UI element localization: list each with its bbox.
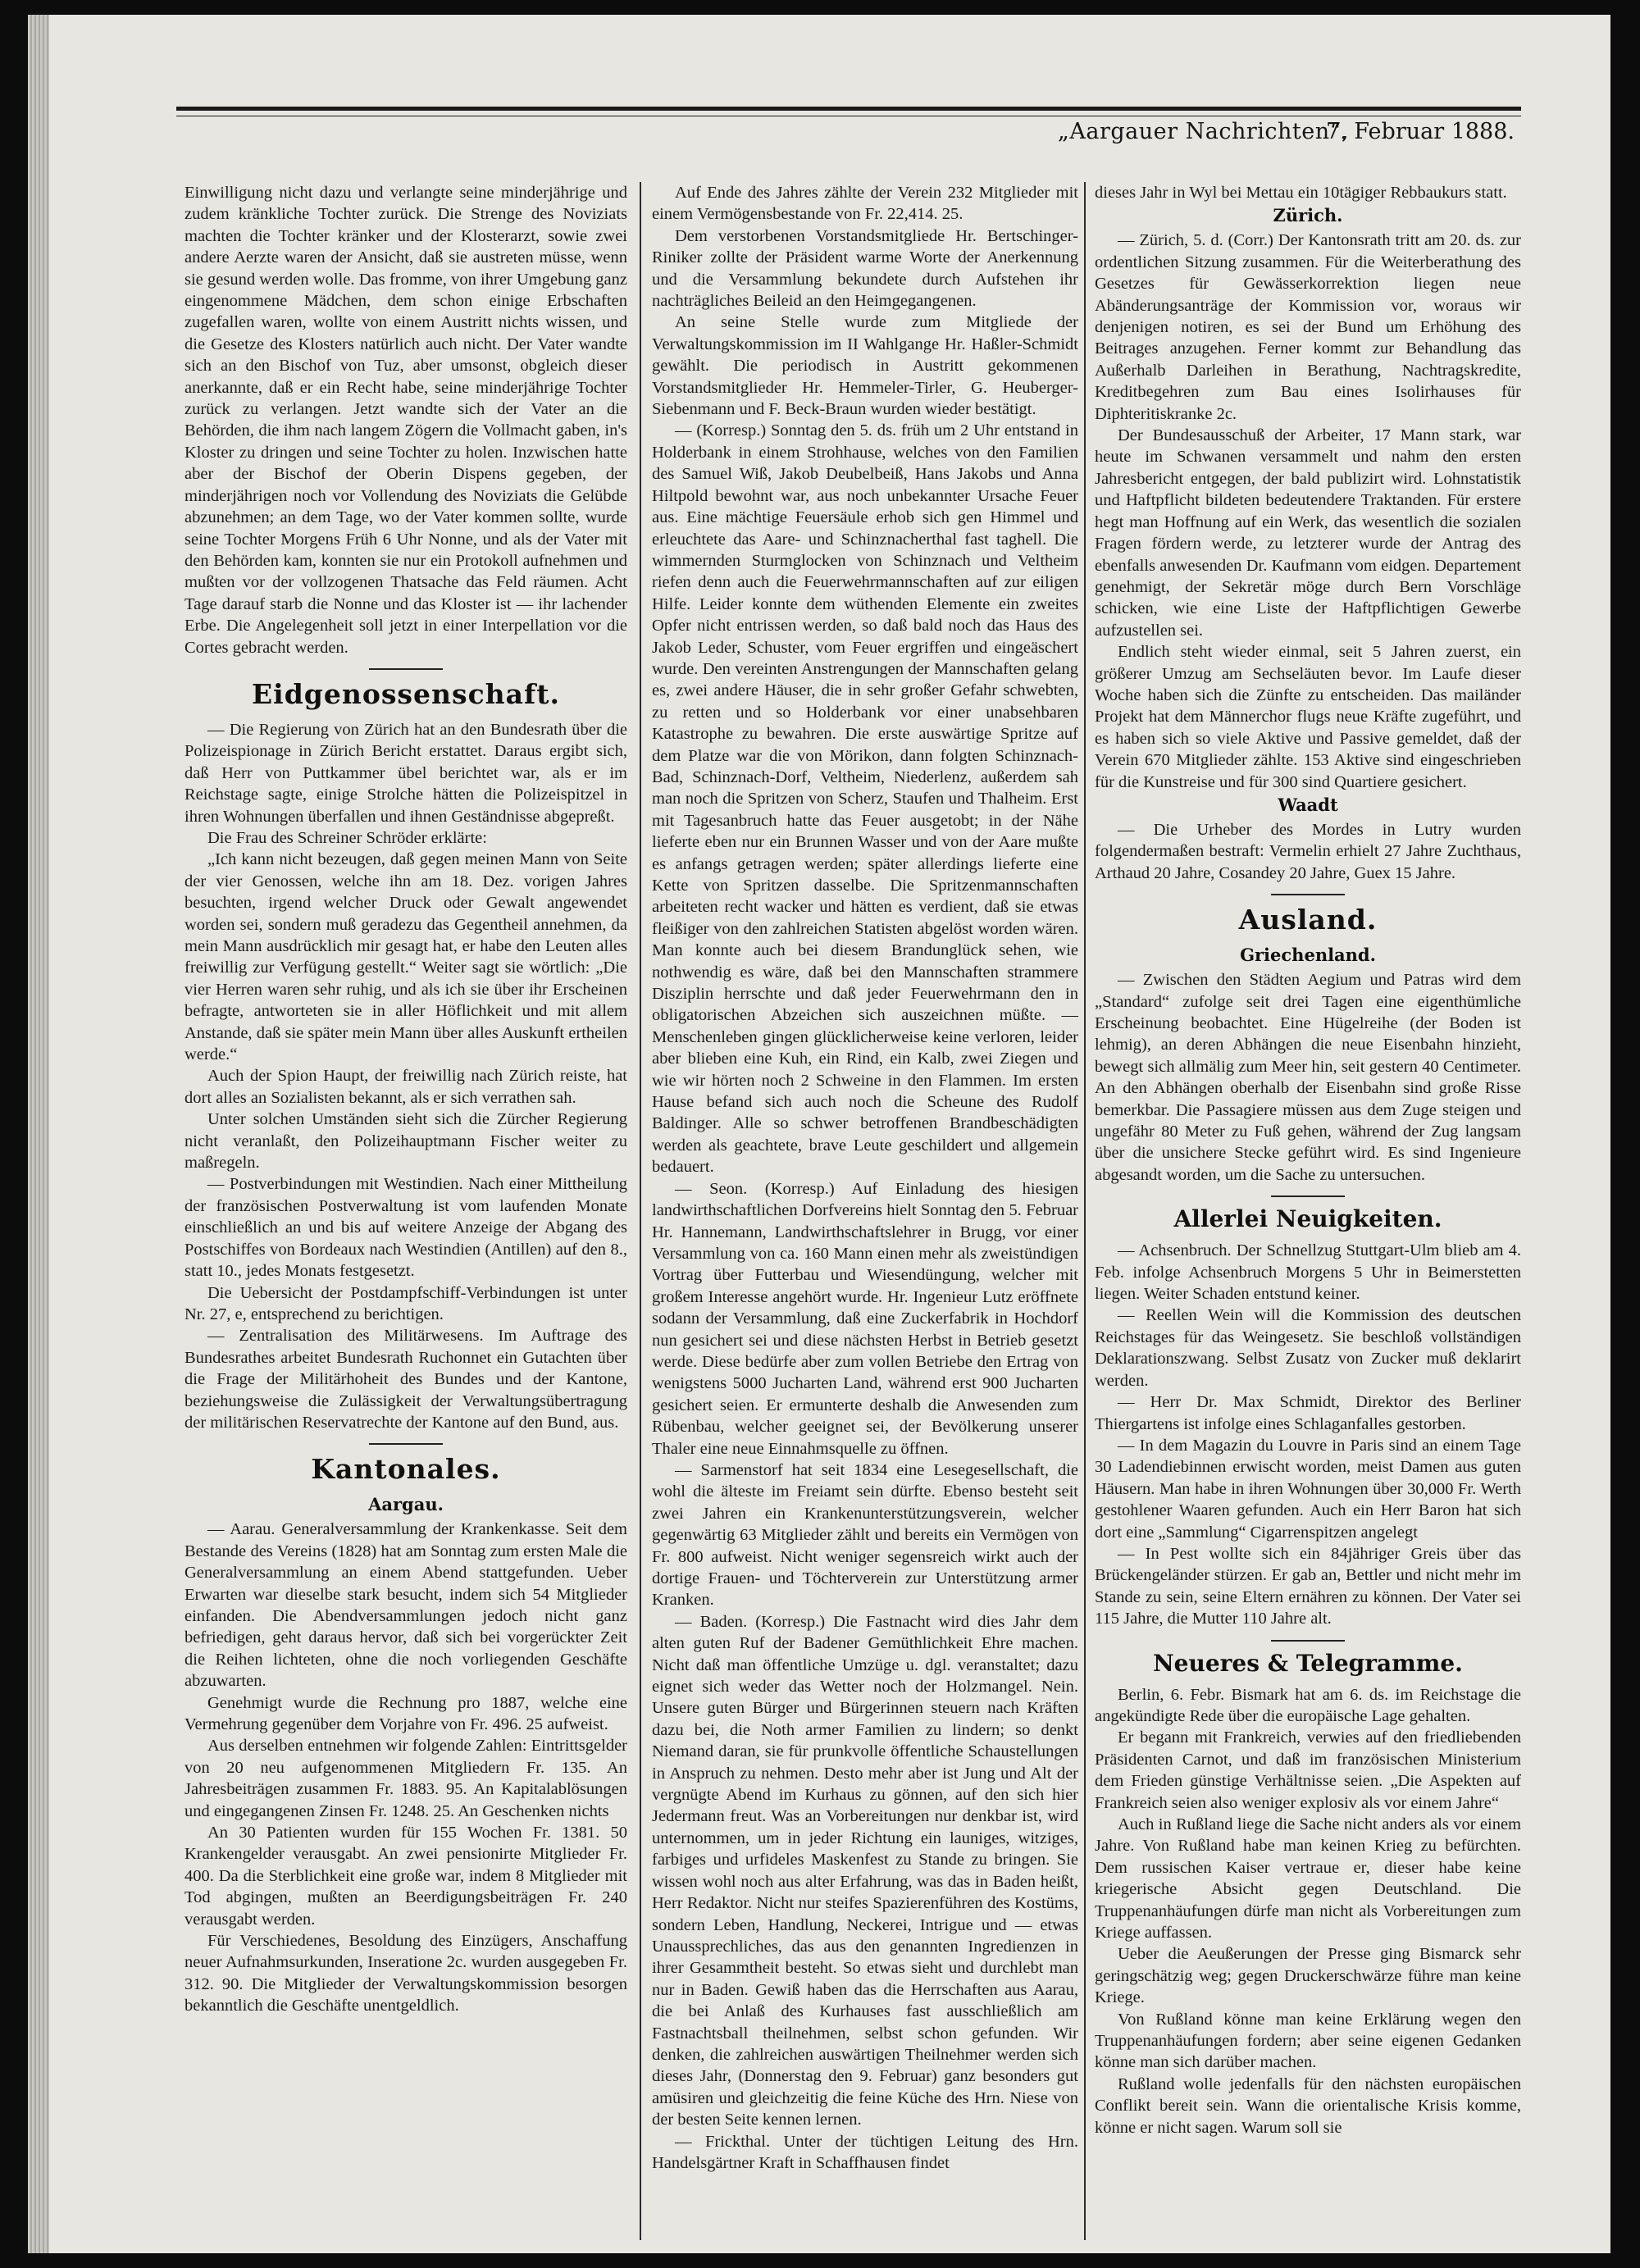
article-paragraph: Dem verstorbenen Vorstandsmitgliede Hr. Bertschinger-Riniker zollte der Präsident warme Worte der Anerkennung und die Versammlung bekundete durch Aufstehen ihr nachträgliches Beileid an den Heimgegangenen. xyxy=(652,226,1078,311)
article-paragraph: Einwilligung nicht dazu und verlangte seine minderjährige und zudem kränkliche Tochter zurück. Die Strenge des Noviziats machten die Tochter kränker und der Klosterarzt, sowie zwei andere Aerzte waren der Ansicht, daß sie austreten müsse, wenn sie gesund werden wolle. Das fromme, von ihrer Umgebung ganz eingenommene Mädchen, dem schon einige Erbschaften zugefallen waren, wollte von einem Austritt nichts wissen, und die Gesetze des Klosters natürlich auch nicht. Der Vater wandte sich an den Bischof von Tuz, aber umsonst, obgleich dieser anerkannte, daß er ein Recht habe, seine minderjährige Tochter zurück zu verlangen. Jetzt wandte sich der Vater an die Behörden, die ihm nach langem Zögern die Vollmacht gaben, in's Kloster zu dringen und seine Tochter zu holen. Inzwischen hatte aber der Bischof der Oberin Dispens gegeben, der minderjährigen noch vor Vollendung des Noviziats die Gelübde abzunehmen; an dem Tage, wo der Vater kommen sollte, wurde seine Tochter Morgens Früh 6 Uhr Nonne, und als der Vater mit den Behörden kam, konnten sie nur ein Protokoll aufnehmen und mußten vor der vollzogenen Thatsache das Feld räumen. Acht Tage darauf starb die Nonne und das Kloster ist — ihr lachender Erbe. Die Angelegenheit soll jetzt in einer Interpellation vor die Cortes gebracht werden. xyxy=(184,184,627,657)
article-paragraph: Genehmigt wurde die Rechnung pro 1887, welche eine Vermehrung gegenüber dem Vorjahre von Fr. 496. 25 aufweist. xyxy=(184,1693,627,1733)
article-paragraph: Auf Ende des Jahres zählte der Verein 232 Mitglieder mit einem Vermögensbestande von Fr. 22,414. 25. xyxy=(652,184,1078,224)
article-paragraph: Für Verschiedenes, Besoldung des Einzügers, Anschaffung neuer Aufnahmsurkunden, Inseratione 2c. wurden ausgegeben Fr. 312. 90. Die Mitglieder der Verwaltungskommission besorgen bekanntlich die Geschäfte unentgeldlich. xyxy=(184,1932,627,2015)
article-paragraph: Endlich steht wieder einmal, seit 5 Jahren zuerst, ein größerer Umzug am Sechseläuten bevor. Im Laufe dieser Woche haben sich die Zünfte zu entscheiden. Das mailänder Projekt hat dem Männerchor flugs neue Kräfte zugeführt, und es haben sich so viele Aktive und Passive gemeldet, daß der Verein 670 Mitglieder zählte. 153 Aktive sind eingeschrieben für die Kunstreise und für 300 sind Quartiere gesichert. xyxy=(1095,643,1521,791)
article-paragraph: — In dem Magazin du Louvre in Paris sind an einem Tage 30 Ladendiebinnen erwischt worden, meist Damen aus guten Häusern. Man habe in ihren Wohnungen über 30,000 Fr. Werth gestohlener Waaren gefunden. Auch ein Herr Baron hat sich dort eine „Sammlung“ Cigarrenspitzen angelegt xyxy=(1095,1436,1521,1542)
article-paragraph: Die Uebersicht der Postdampfschiff-Verbindungen ist unter Nr. 27, e, entsprechend zu berichtigen. xyxy=(184,1283,627,1323)
subsection-title-aargau: Aargau. xyxy=(368,1494,444,1515)
section-title-ausland: Ausland. xyxy=(1238,904,1378,936)
issue-date: 7. Februar 1888. xyxy=(1325,119,1515,144)
article-paragraph: — Die Regierung von Zürich hat an den Bundesrath über die Polizeispionage in Zürich Bericht erstattet. Daraus ergibt sich, daß Herr von Puttkammer übel berichtet war, als er im Reichstage sagte, einige Strolche hätten die Polizeispitzel in ihren Wohnungen überfallen und ihnen Geständnisse abgepreßt. xyxy=(184,720,627,826)
article-paragraph: Auch in Rußland liege die Sache nicht anders als vor einem Jahre. Von Rußland habe man keinen Krieg zu befürchten. Dem russischen Kaiser vertraue er, dieser habe keine kriegerische Absicht gegen Deutschland. Die Truppenanhäufungen dürfe man nicht als Vorbereitungen zum Kriege auffassen. xyxy=(1095,1815,1521,1942)
article-paragraph: — Frickthal. Unter der tüchtigen Leitung des Hrn. Handelsgärtner Kraft in Schaffhausen findet xyxy=(652,2132,1078,2172)
article-paragraph: An seine Stelle wurde zum Mitgliede der Verwaltungskommission im II Wahlgange Hr. Haßler-Schmidt gewählt. Die periodisch in Austritt gekommenen Vorstandsmitglieder Hr. Hemmeler-Tirler, G. Heuberger-Siebenmann und F. Beck-Braun wurden wieder bestätigt. xyxy=(652,313,1078,419)
section-divider xyxy=(1271,894,1345,895)
article-paragraph: Aus derselben entnehmen wir folgende Zahlen: Eintrittsgelder von 20 neu aufgenommenen Mitgliedern Fr. 135. An Jahresbeiträgen zusammen Fr. 1883. 95. An Kapitalablösungen und eingegangenen Zinsen Fr. 1248. 25. An Geschenken nichts xyxy=(184,1737,627,1820)
section-divider xyxy=(1271,1195,1345,1197)
article-paragraph: An 30 Patienten wurden für 155 Wochen Fr. 1381. 50 Krankengelder verausgabt. An zwei pensionirte Mitglieder Fr. 400. Da die Sterblichkeit eine große war, indem 8 Mitglieder mit Tod abgingen, mußten an Beerdigungsbeiträgen Fr. 240 verausgabt werden. xyxy=(184,1824,627,1929)
article-paragraph: — In Pest wollte sich ein 84jähriger Greis über das Brückengeländer stürzen. Er gab an, Bettler und nicht mehr im Stande zu sein, seine Eltern ernähren zu können. Der Vater sei 115 Jahre, die Mutter 110 Jahre alt. xyxy=(1095,1544,1521,1628)
section-divider xyxy=(1271,1640,1345,1642)
column-3 xyxy=(1095,182,1521,2138)
binding-edge xyxy=(28,15,49,2253)
article-paragraph: — Postverbindungen mit Westindien. Nach einer Mittheilung der französischen Postverwaltung ist vom laufenden Monate einschließlich an und bis auf weitere Anzeige der Abgang des Postschiffes von Bordeaux nach Westindien (Antillen) auf den 8., statt 10., jedes Monats festgesetzt. xyxy=(184,1175,627,1281)
article-paragraph: Auch der Spion Haupt, der freiwillig nach Zürich reiste, hat dort alles an Sozialisten bekannt, als er sich verrathen sah. xyxy=(184,1067,627,1107)
column-1 xyxy=(184,182,627,2017)
article-paragraph: — Herr Dr. Max Schmidt, Direktor des Berliner Thiergartens ist infolge eines Schlaganfalles gestorben. xyxy=(1095,1393,1521,1433)
article-paragraph: — Achsenbruch. Der Schnellzug Stuttgart-Ulm blieb am 4. Feb. infolge Achsenbruch Morgens 5 Uhr in Beimerstetten liegen. Weiter Schaden entstund keiner. xyxy=(1095,1241,1521,1304)
newspaper-title: „Aargauer Nachrichten“, xyxy=(1057,119,1349,144)
article-paragraph: — Die Urheber des Mordes in Lutry wurden folgendermaßen bestraft: Vermelin erhielt 27 Jahre Zuchthaus, Arthaud 20 Jahre, Cosandey 20 Jahre, Guex 15 Jahre. xyxy=(1095,820,1521,882)
article-paragraph: Er begann mit Frankreich, verwies auf den friedliebenden Präsidenten Carnot, und daß im französischen Ministerium dem Frieden günstige Verhältnisse seien. „Die Aspekten auf Frankreich seien also weniger explosiv als vor einem Jahre“ xyxy=(1095,1728,1521,1812)
column-2 xyxy=(652,182,1078,2174)
subsection-title-griechenland: Griechenland. xyxy=(1240,945,1376,966)
article-paragraph: — Seon. (Korresp.) Auf Einladung des hiesigen landwirthschaftlichen Dorfvereins hielt Sonntag den 5. Februar Hr. Hannemann, Landwirthschaftslehrer in Brugg, vor einer Versammlung von ca. 160 Mann einen mehr als zweistündigen Vortrag über Futterbau und Wiesendüngung, welcher mit großem Interesse angehört wurde. Hr. Ingenieur Lutz eröffnete sodann der Versammlung, daß eine Zuckerfabrik in Hochdorf nun gesichert sei und diese nächsten Herbst in Betrieb gesetzt werde. Diese bedürfe aber zum vollen Betriebe den Ertrag von wenigstens 5000 Jucharten Land, während erst 900 Jucharten gesichert seien. Er ermunterte deshalb die Anwesenden zum Rübenbau, welcher geeignet sei, der Bevölkerung unserer Thaler eine neue Einnahmsquelle zu öffnen. xyxy=(652,1179,1078,1458)
article-paragraph: — Baden. (Korresp.) Die Fastnacht wird dies Jahr dem alten guten Ruf der Badener Gemüthlichkeit Ehre machen. Nicht daß man öffentliche Umzüge u. dgl. veranstaltet; dazu eignet sich weder das Wetter noch der Holzmangel. Nein. Unsere guten Bürger und Bürgerinnen steuern nach Kräften dazu bei, die Noth armer Familien zu lindern; so denkt Niemand daran, sie für prunkvolle öffentliche Schaustellungen in Anspruch zu nehmen. Desto mehr aber ist Jung und Alt der vergnügte Abend im Kurhaus zu gönnen, auf den sich hier Jedermann freut. Was an Vorbereitungen nur denkbar ist, wird unternommen, um in jeder Richtung ein launiges, witziges, farbiges und urfideles Maskenfest zu Stande zu bringen. Sie wissen wohl noch aus alter Erfahrung, was das in Baden heißt, Herr Redaktor. Nicht nur steifes Spazierenführen des Kostüms, sondern Leben, Handlung, Neckerei, Intrigue und — etwas Unaussprechliches, das aus den genannten Ingredienzen in ihrer Gesammtheit besteht. So etwas sieht und durchlebt man nur in Baden. Gewiß haben das die Herrschaften aus Aarau, die bei Anlaß des Kurhauses fast ausschließlich am Fastnachtsball theilnehmen, selbst schon gefunden. Wir denken, die zahlreichen auswärtigen Theilnehmer werden sich dieses Jahr, (Donnerstag den 9. Februar) ganz besonders gut amüsiren und gleichzeitig die feine Küche des Hrn. Niese von der besten Seite kennen lernen. xyxy=(652,1612,1078,2129)
article-paragraph: — Zwischen den Städten Aegium und Patras wird dem „Standard“ zufolge seit drei Tagen eine eigenthümliche Erscheinung beobachtet. Eine Hügelreihe (der Boden ist lehmig), an deren Abhängen die neue Eisenbahn hinzieht, bewegt sich allmälig zum Meer hin, seit gestern 40 Centimeter. An den Abhängen oberhalb der Eisenbahn sind große Risse bemerkbar. Die Passagiere müssen aus dem Zuge steigen und ungefähr 80 Meter zu Fuß gehen, während der Zug langsam über die unsichere Stecke geführt wird. Es sind Ingenieure abgesandt worden, um die Sache zu untersuchen. xyxy=(1095,971,1521,1184)
article-paragraph: — Zentralisation des Militärwesens. Im Auftrage des Bundesrathes arbeitet Bundesrath Ruchonnet ein Gutachten über die Frage der Militärhoheit des Bundes und der Kantone, beziehungsweise die Zulässigkeit der Verwaltungsübertragung der militärischen Reservatrechte der Kantone auf den Bund, aus. xyxy=(184,1327,627,1432)
article-paragraph: Der Bundesausschuß der Arbeiter, 17 Mann stark, war heute im Schwanen versammelt und nahm den ersten Jahresbericht entgegen, der bald publizirt wird. Lohnstatistik und Haftpflicht bildeten bedeutendere Traktanden. Für erstere hegt man Hoffnung auf ein Werk, das wesentlich die sozialen Fragen fördern werde, zu letzterer wurde der Antrag des ebenfalls anwesenden Dr. Kaufmann vom eidgen. Departement genehmigt, der Sekretär möge durch Bern Vorschläge schicken, wie eine Liste der Haftpflichtigen Gewerbe aufzustellen sei. xyxy=(1095,426,1521,640)
article-paragraph: Die Frau des Schreiner Schröder erklärte: xyxy=(207,828,487,847)
article-paragraph: „Ich kann nicht bezeugen, daß gegen meinen Mann von Seite der vier Genossen, welche ihn am 18. Dez. vorigen Jahres besuchten, irgend welcher Druck oder Gewalt angewendet worden sei, sondern muß geradezu das Gegentheil annehmen, da mein Mann ausdrücklich mir gesagt hat, er habe den Leuten alles freiwillig zur Verfügung gestellt.“ Weiter sagt sie wörtlich: „Die vier Herren waren sehr ruhig, und als ich sie über ihr Erscheinen befragte, antworteten sie in aller Höflichkeit und mit allem Anstande, daß sie später mein Mann über alles Auskunft ertheilen werde.“ xyxy=(184,850,627,1064)
section-title-kantonales: Kantonales. xyxy=(311,1453,501,1486)
column-rule-2 xyxy=(1084,182,1086,2240)
section-title-allerlei: Allerlei Neuigkeiten. xyxy=(1173,1205,1442,1233)
subsection-title-waadt: Waadt xyxy=(1278,794,1338,815)
article-paragraph: — Sarmenstorf hat seit 1834 eine Lesegesellschaft, die wohl die älteste im Freiamt sein dürfte. Ebenso besteht seit zwei Jahren ein Krankenunterstützungsverein, welcher gegenwärtig 63 Mitglieder zählt und bereits ein Vermögen von Fr. 800 aufweist. Nicht weniger segensreich wirkt auch der dortige Frauen- und Töchterverein zur Unterstützung armer Kranken. xyxy=(652,1460,1078,1610)
article-paragraph: Unter solchen Umständen sieht sich die Zürcher Regierung nicht veranlaßt, den Polizeihauptmann Fischer weiter zu maßregeln. xyxy=(184,1110,627,1173)
section-title-eidgenossenschaft: Eidgenossenschaft. xyxy=(252,677,560,710)
page-header xyxy=(176,107,1521,152)
article-paragraph: Rußland wolle jedenfalls für den nächsten europäischen Conflikt bereit sein. Wann die orientalische Krisis komme, könne er nicht sagen. Warum soll sie xyxy=(1095,2074,1521,2137)
subsection-title-zuerich: Zürich. xyxy=(1273,205,1343,226)
section-title-telegramme: Neueres & Telegramme. xyxy=(1153,1649,1463,1677)
article-paragraph: — Zürich, 5. d. (Corr.) Der Kantonsrath tritt am 20. ds. zur ordentlichen Sitzung zusammen. Für die Weiterberathung des Gesetzes für Gewässerkorrektion liegen neue Abänderungsanträge der Kommission vor, woraus wir denjenigen notiren, es sei der Bund um Erhöhung des Beitrages anzugehen. Ferner kommt zur Behandlung das Außerhalb Darleihen in Berathung, Nachtragskredite, Kreditbegehren zum Bau eines Isolirhauses für Diphteritiskranke 2c. xyxy=(1095,231,1521,423)
article-paragraph: Von Rußland könne man keine Erklärung wegen den Truppenanhäufungen fordern; aber seine eigenen Gedanken könne man sich darüber machen. xyxy=(1095,2010,1521,2072)
column-rule-1 xyxy=(640,182,641,2240)
article-paragraph: Berlin, 6. Febr. Bismark hat am 6. ds. im Reichstage die angekündigte Rede über die europäische Lage gehalten. xyxy=(1095,1685,1521,1725)
section-divider xyxy=(369,668,443,670)
article-paragraph: Ueber die Aeußerungen der Presse ging Bismarck sehr geringschätzig weg; gegen Druckerschwärze führe man keine Kriege. xyxy=(1095,1945,1521,2007)
article-paragraph: — (Korresp.) Sonntag den 5. ds. früh um 2 Uhr entstand in Holderbank in einem Strohhause, welches von den Familien des Samuel Wiß, Jakob Deubelbeiß, Hans Jakobs und Anna Hiltpold bewohnt war, aus noch unbekannter Ursache Feuer aus. Eine mächtige Feuersäule erhob sich gen Himmel und erleuchtete das Aare- und Schinznacherthal fast taghell. Die wimmernden Sturmglocken von Schinznach und Veltheim riefen denn auch die Feuerwehrmannschaften auf zur eiligen Hilfe. Leider konnte dem wüthenden Elemente ein zweites Opfer nicht entrissen werden, so daß bald noch das Haus des Jakob Leder, Schuster, vom Feuer ergriffen und eingeäschert wurde. Den vereinten Anstrengungen der Mannschaften gelang es, zwei andere Häuser, die in sehr großer Gefahr schwebten, zu retten und so Holderbank vor einer unabsehbaren Katastrophe zu bewahren. Die erste auswärtige Spritze auf dem Platze war die von Mörikon, dann folgten Schinznach-Bad, Schinznach-Dorf, Veltheim, Niederlenz, außerdem sah man noch die Spritzen von Scherz, Staufen und Thalheim. Erst mit Tagesanbruch hatte das Feuer ausgetobt; in der Nähe lieferte eben nur ein Brunnen Wasser und von der Aare mußte es anfangs getragen werden; später allerdings lieferte eine Kette von Spritzen dasselbe. Die Spritzenmannschaften arbeiteten recht wacker und hätten es verdient, daß sie etwas fleißiger von den zahlreichen Statisten abgelöst worden wären. Man konnte auch bei diesem Brandunglück sehen, wie nothwendig es wäre, daß bei den Mannschaften strammere Disziplin herrschte und daß jeder Feuerwehrmann den in obligatorischen Abzeichen sich auszeichnen müßte. — Menschenleben gingen glücklicherweise keine verloren, leider aber blieben eine Kuh, ein Rind, ein Kalb, zwei Ziegen und wie wir hörten noch 2 Schweine in den Flammen. Im ersten Hause befand sich auch noch die Scheune des Rudolf Baldinger. Alle so schwer betroffenen Brandbeschädigten werden als geachtete, brave Leute geschildert und allgemein bedauert. xyxy=(652,421,1078,1177)
article-paragraph: — Reellen Wein will die Kommission des deutschen Reichstages für das Weingesetz. Sie beschloß vollständigen Deklarationszwang. Selbst Zusatz von Zucker muß deklarirt werden. xyxy=(1095,1306,1521,1390)
section-divider xyxy=(369,1443,443,1445)
article-paragraph: — Aarau. Generalversammlung der Krankenkasse. Seit dem Bestande des Vereins (1828) hat am Sonntag zum ersten Male die Generalversammlung an einem Abend stattgefunden. Ueber Erwarten war dieselbe stark besucht, indem sich 54 Mitglieder einfanden. Die Abendversammlungen jedoch nicht ganz befriedigen, geht daraus hervor, daß sich bei vorgerückter Zeit die Reihen lichteten, ohne die noch vorliegenden Geschäfte abzuwarten. xyxy=(184,1520,627,1691)
article-paragraph: dieses Jahr in Wyl bei Mettau ein 10tägiger Rebbaukurs statt. xyxy=(1095,184,1507,202)
